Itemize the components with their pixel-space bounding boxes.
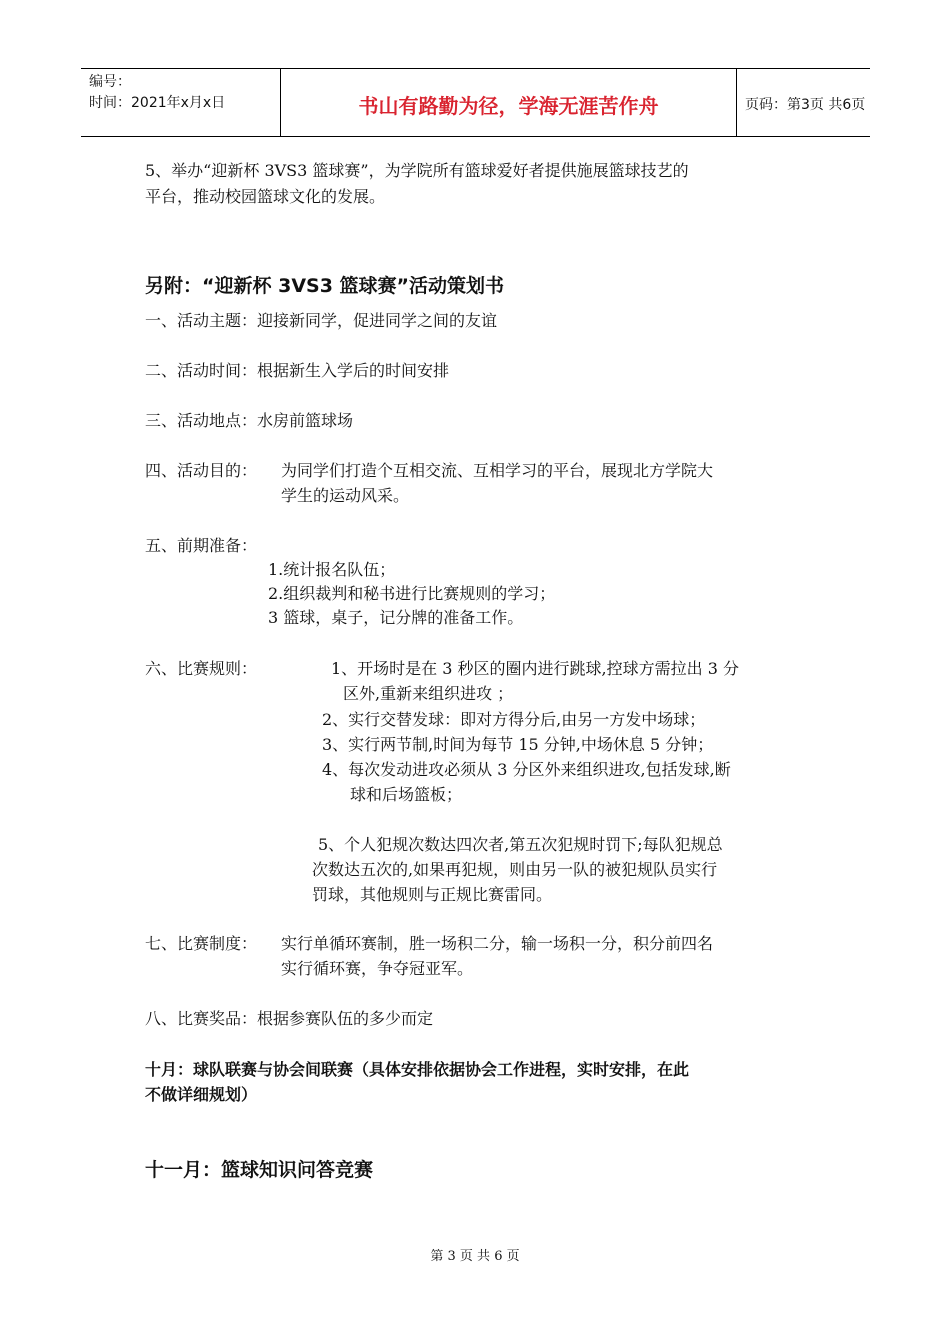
rule-line: 区外,重新来组织进攻 ； xyxy=(343,684,514,703)
october-line-1: 十月：球队联赛与协会间联赛（具体安排依据协会工作进程，实时安排，在此 xyxy=(145,1060,690,1079)
header-info-cell xyxy=(81,69,281,136)
appendix-title: 另附：“迎新杯 3VS3 篮球赛”活动策划书 xyxy=(145,275,505,297)
activity-theme: 一、活动主题：迎接新同学，促进同学之间的友谊 xyxy=(145,311,498,330)
rule-line: 次数达五次的,如果再犯规，则由另一队的被犯规队员实行 xyxy=(312,860,718,879)
footer-page-number: 第 3 页 共 6 页 xyxy=(430,1249,520,1264)
activity-purpose-line-1: 为同学们打造个互相交流、互相学习的平台，展现北方学院大 xyxy=(281,461,714,480)
prizes: 八、比赛奖品：根据参赛队伍的多少而定 xyxy=(145,1009,434,1028)
header-motto: 书山有路勤为径，学海无涯苦作舟 xyxy=(281,69,737,136)
rule-line: 3、实行两节制,时间为每节 15 分钟,中场休息 5 分钟； xyxy=(322,735,714,754)
header-number-label: 编号： xyxy=(89,74,131,90)
prep-item: 3 篮球，桌子，记分牌的准备工作。 xyxy=(268,608,524,627)
prep-item: 1.统计报名队伍； xyxy=(268,560,396,579)
rule-line: 1、开场时是在 3 秒区的圈内进行跳球,控球方需拉出 3 分 xyxy=(331,659,739,678)
rule-line: 球和后场篮板； xyxy=(350,785,463,804)
activity-purpose-line-2: 学生的运动风采。 xyxy=(281,486,410,505)
activity-time: 二、活动时间：根据新生入学后的时间安排 xyxy=(145,361,450,380)
header-table xyxy=(81,68,870,137)
prep-label: 五、前期准备： xyxy=(145,536,258,555)
rule-line: 罚球，其他规则与正规比赛雷同。 xyxy=(312,885,553,904)
intro-line-2: 平台，推动校园篮球文化的发展。 xyxy=(145,187,386,206)
rules-label: 六、比赛规则： xyxy=(145,659,258,678)
activity-place: 三、活动地点：水房前篮球场 xyxy=(145,411,354,430)
header-page-label: 页码：第3页 共6页 xyxy=(745,97,866,113)
system-line-2: 实行循环赛，争夺冠亚军。 xyxy=(281,959,474,978)
system-label: 七、比赛制度： xyxy=(145,934,258,953)
rule-line: 2、实行交替发球：即对方得分后,由另一方发中场球； xyxy=(322,710,706,729)
intro-line-1: 5、举办“迎新杯 3VS3 篮球赛”，为学院所有篮球爱好者提供施展篮球技艺的 xyxy=(145,161,689,180)
rule-line: 5、个人犯规次数达四次者,第五次犯规时罚下;每队犯规总 xyxy=(318,835,723,854)
november-title: 十一月：篮球知识问答竞赛 xyxy=(145,1159,374,1181)
rule-line: 4、每次发动进攻必须从 3 分区外来组织进攻,包括发球,断 xyxy=(322,760,731,779)
header-time-label: 时间：2021年x月x日 xyxy=(89,95,226,111)
system-line-1: 实行单循环赛制，胜一场积二分，输一场积一分，积分前四名 xyxy=(281,934,714,953)
activity-purpose-label: 四、活动目的： xyxy=(145,461,258,480)
october-line-2: 不做详细规划） xyxy=(145,1085,258,1104)
prep-item: 2.组织裁判和秘书进行比赛规则的学习； xyxy=(268,584,556,603)
